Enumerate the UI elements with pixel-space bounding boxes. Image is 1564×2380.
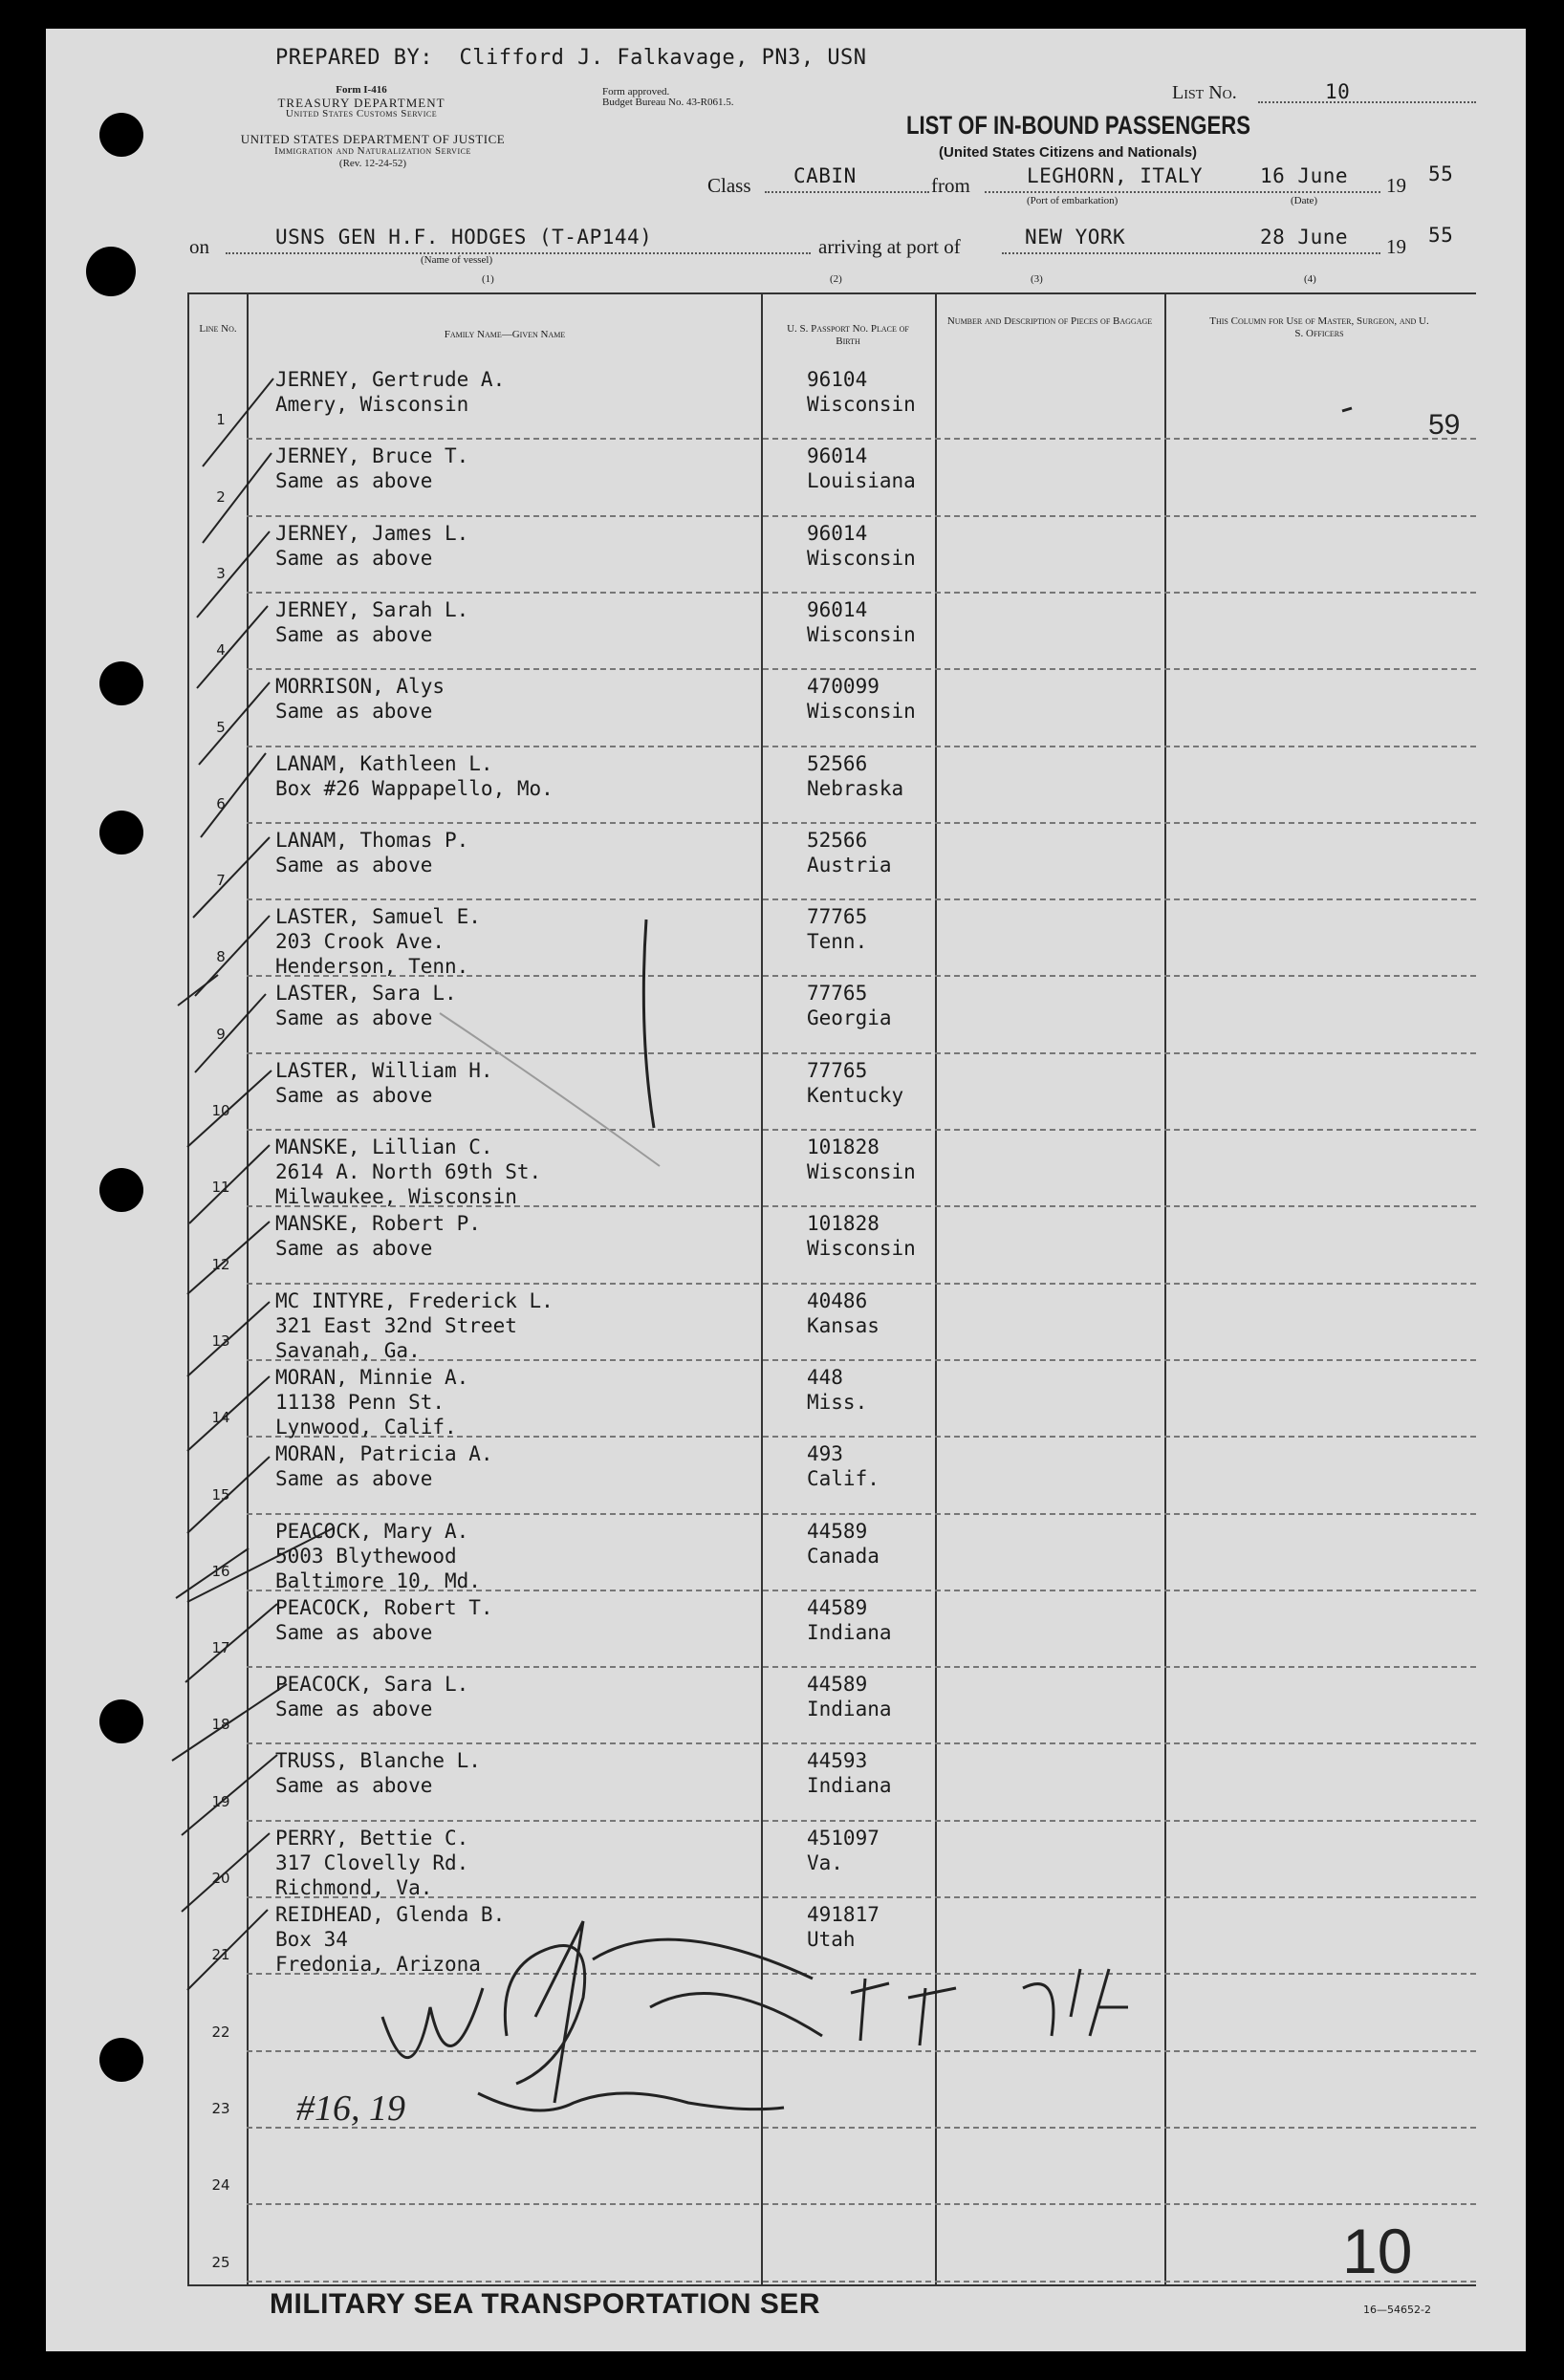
passenger-address: 317 Clovelly Rd. <box>275 1850 469 1874</box>
class-label: Class <box>707 174 751 197</box>
caption-1: (1) <box>482 273 494 285</box>
passenger-address: 5003 Blythewood <box>275 1544 457 1568</box>
from-label: from <box>931 174 970 197</box>
page-title: LIST OF IN-BOUND PASSENGERS <box>906 111 1251 140</box>
passenger-address: Same as above <box>275 546 433 570</box>
passenger-name: LASTER, Samuel E. <box>275 905 481 929</box>
passenger-address: Fredonia, Arizona <box>275 1953 481 1976</box>
passenger-address: Box 34 <box>275 1928 348 1951</box>
line-number: 20 <box>211 1870 230 1887</box>
passenger-address: Same as above <box>275 469 433 493</box>
place-of-birth: Indiana <box>807 1698 892 1721</box>
passport-number: 96104 <box>807 368 868 391</box>
place-of-birth: Georgia <box>807 1006 892 1030</box>
line-number: 1 <box>216 411 226 429</box>
list-no-label: List No. <box>1172 82 1237 103</box>
passport-number: 52566 <box>807 828 868 852</box>
row-tick-marks <box>172 379 335 1990</box>
passenger-name: MORAN, Patricia A. <box>275 1442 493 1466</box>
col-header-name: Family Name—Given Name <box>444 329 566 340</box>
prepared-by-label: PREPARED BY: <box>275 46 433 70</box>
form-approved: Form approved. <box>602 86 670 97</box>
line-number: 7 <box>216 872 226 890</box>
passport-number: 77765 <box>807 905 868 929</box>
passport-number: 96014 <box>807 444 868 468</box>
form-number: Form I-416 <box>336 84 387 96</box>
line-number: 13 <box>211 1331 230 1350</box>
justice-department: UNITED STATES DEPARTMENT OF JUSTICE <box>240 132 506 146</box>
passport-number: 44593 <box>807 1749 868 1773</box>
passenger-name: TRUSS, Blanche L. <box>275 1749 481 1773</box>
place-of-birth: Wisconsin <box>807 393 916 416</box>
departure-date: 16 June <box>1260 164 1349 187</box>
place-of-birth: Wisconsin <box>807 546 916 570</box>
passenger-name: PERRY, Bettie C. <box>275 1826 469 1850</box>
passport-number: 96014 <box>807 521 868 545</box>
passenger-name: JERNEY, Sarah L. <box>275 597 469 621</box>
passenger-name: REIDHEAD, Glenda B. <box>275 1903 506 1926</box>
line-number: 25 <box>211 2253 230 2271</box>
passenger-address: Savanah, Ga. <box>275 1338 421 1362</box>
passenger-name: JERNEY, Gertrude A. <box>275 368 506 391</box>
passenger-name: LASTER, William H. <box>275 1058 493 1082</box>
arrival-year-prefix: 19 <box>1386 235 1406 258</box>
line-number: 24 <box>211 2176 230 2195</box>
line-number: 19 <box>211 1792 230 1810</box>
passport-number: 101828 <box>807 1212 880 1236</box>
passport-number: 44589 <box>807 1595 868 1619</box>
line-number: 6 <box>216 794 226 812</box>
line-number: 12 <box>211 1255 230 1273</box>
passenger-name: MORRISON, Alys <box>275 675 445 699</box>
passenger-address: Same as above <box>275 700 433 724</box>
bracket-line <box>643 920 654 1128</box>
passport-number: 77765 <box>807 982 868 1006</box>
passenger-address: Same as above <box>275 853 433 876</box>
place-of-birth: Calif. <box>807 1467 880 1491</box>
passenger-address: Henderson, Tenn. <box>275 955 469 979</box>
passenger-address: Same as above <box>275 1698 433 1721</box>
passport-number: 44589 <box>807 1673 868 1697</box>
place-of-birth: Wisconsin <box>807 622 916 646</box>
line-number: 17 <box>211 1639 230 1657</box>
col-header-officers: This Column for Use of Master, Surgeon, and U. S. Officers <box>1209 315 1429 339</box>
place-of-birth: Louisiana <box>807 469 916 493</box>
passport-number: 470099 <box>807 675 880 699</box>
passenger-address: Same as above <box>275 1774 433 1798</box>
prepared-by-value: Clifford J. Falkavage, PN3, USN <box>459 46 867 70</box>
passenger-address: Amery, Wisconsin <box>275 393 469 416</box>
official-stamp <box>440 1013 660 1166</box>
passenger-address: 2614 A. North 69th St. <box>275 1160 542 1183</box>
passenger-name: PEACOCK, Sara L. <box>275 1673 469 1697</box>
signature <box>382 1921 1128 2103</box>
port-embarkation-caption: (Port of embarkation) <box>1027 195 1119 206</box>
place-of-birth: Wisconsin <box>807 1160 916 1183</box>
place-of-birth: Nebraska <box>807 776 904 800</box>
place-of-birth: Indiana <box>807 1620 892 1644</box>
place-of-birth: Kentucky <box>807 1083 904 1107</box>
passport-number: 44589 <box>807 1519 868 1543</box>
place-of-birth: Utah <box>807 1928 856 1951</box>
passenger-address: Lynwood, Calif. <box>275 1415 457 1439</box>
passenger-address: Same as above <box>275 1620 433 1644</box>
on-label: on <box>189 235 209 258</box>
treasury-department: TREASURY DEPARTMENT <box>277 96 445 110</box>
officer-count: 59 <box>1428 409 1461 441</box>
passport-number: 40486 <box>807 1288 868 1312</box>
place-of-birth: Wisconsin <box>807 1237 916 1261</box>
line-number: 14 <box>211 1409 230 1427</box>
passenger-name: LANAM, Kathleen L. <box>275 751 493 775</box>
passenger-address: Same as above <box>275 1467 433 1491</box>
passport-number: 448 <box>807 1365 843 1389</box>
form-revision: (Rev. 12-24-52) <box>338 158 407 169</box>
footer-agency: MILITARY SEA TRANSPORTATION SER <box>270 2288 821 2320</box>
passport-number: 77765 <box>807 1058 868 1082</box>
place-of-birth: Wisconsin <box>807 700 916 724</box>
list-no-value: 10 <box>1325 80 1351 103</box>
line-number: 3 <box>216 564 226 582</box>
passenger-name: LASTER, Sara L. <box>275 982 457 1006</box>
col-header-baggage: Number and Description of Pieces of Baggage <box>946 315 1153 327</box>
year-prefix: 19 <box>1386 174 1406 197</box>
line-number: 4 <box>216 641 226 660</box>
vessel-name: USNS GEN H.F. HODGES (T-AP144) <box>275 226 653 249</box>
passenger-address: Same as above <box>275 622 433 646</box>
arrival-port: NEW YORK <box>1025 226 1126 249</box>
arriving-label: arriving at port of <box>818 235 961 258</box>
line-number: 22 <box>211 2023 230 2041</box>
page-mark: 10 <box>1342 2216 1413 2286</box>
customs-service: United States Customs Service <box>285 108 438 119</box>
caption-2: (2) <box>830 273 842 285</box>
passenger-name: PEACOCK, Robert T. <box>275 1595 493 1619</box>
col-header-line-no: Line No. <box>199 323 237 335</box>
vessel-caption: (Name of vessel) <box>421 254 493 266</box>
officer-check <box>1342 408 1352 411</box>
place-of-birth: Indiana <box>807 1774 892 1798</box>
date-caption: (Date) <box>1291 195 1318 206</box>
passenger-name: JERNEY, Bruce T. <box>275 444 469 468</box>
line-number: 21 <box>211 1946 230 1964</box>
line-number: 8 <box>216 948 226 966</box>
place-of-birth: Kansas <box>807 1313 880 1337</box>
arrival-date: 28 June <box>1260 226 1349 249</box>
passenger-name: MANSKE, Robert P. <box>275 1212 481 1236</box>
passenger-address: Same as above <box>275 1083 433 1107</box>
passenger-address: 321 East 32nd Street <box>275 1313 517 1337</box>
line-number: 18 <box>211 1716 230 1734</box>
passport-number: 101828 <box>807 1136 880 1158</box>
passport-number: 491817 <box>807 1903 880 1926</box>
passenger-name: LANAM, Thomas P. <box>275 828 469 852</box>
line-number: 11 <box>211 1179 230 1197</box>
passenger-address: Baltimore 10, Md. <box>275 1569 481 1592</box>
line-number: 23 <box>211 2099 230 2117</box>
place-of-birth: Canada <box>807 1544 880 1568</box>
place-of-birth: Tenn. <box>807 930 868 954</box>
line-number: 9 <box>216 1025 226 1043</box>
footer-print-code: 16—54652-2 <box>1363 2304 1431 2316</box>
line-number: 10 <box>211 1102 230 1119</box>
place-of-birth: Va. <box>807 1850 843 1874</box>
passenger-name: MANSKE, Lillian C. <box>275 1136 493 1158</box>
page-subtitle: (United States Citizens and Nationals) <box>939 144 1198 161</box>
ins-service: Immigration and Naturalization Service <box>274 145 471 157</box>
place-of-birth: Miss. <box>807 1390 868 1414</box>
passenger-name: MC INTYRE, Frederick L. <box>275 1288 554 1312</box>
caption-4: (4) <box>1304 273 1316 285</box>
departure-year: 55 <box>1428 162 1454 185</box>
budget-bureau: Budget Bureau No. 43-R061.5. <box>602 97 734 108</box>
passenger-name: MORAN, Minnie A. <box>275 1365 469 1389</box>
passenger-address: 203 Crook Ave. <box>275 930 445 954</box>
class-value: CABIN <box>793 164 857 187</box>
passenger-address: Richmond, Va. <box>275 1875 433 1899</box>
arrival-year: 55 <box>1428 224 1454 247</box>
passenger-address: Same as above <box>275 1006 433 1030</box>
passenger-address: Milwaukee, Wisconsin <box>275 1185 517 1208</box>
caption-3: (3) <box>1031 273 1043 285</box>
passenger-name: PEACOCK, Mary A. <box>275 1519 469 1543</box>
passport-number: 451097 <box>807 1826 880 1850</box>
line-number: 2 <box>216 487 226 506</box>
col-header-passport: U. S. Passport No. Place of Birth <box>787 323 909 347</box>
passenger-address: 11138 Penn St. <box>275 1390 445 1414</box>
passenger-address: Box #26 Wappapello, Mo. <box>275 776 554 800</box>
port-of-embarkation: LEGHORN, ITALY <box>1027 164 1204 187</box>
initials-note: #16, 19 <box>296 2088 405 2129</box>
passenger-address: Same as above <box>275 1237 433 1261</box>
passport-number: 52566 <box>807 751 868 775</box>
place-of-birth: Austria <box>807 853 892 876</box>
line-number: 16 <box>211 1562 230 1580</box>
passenger-name: JERNEY, James L. <box>275 521 469 545</box>
passport-number: 493 <box>807 1442 843 1466</box>
initials-scrawl <box>478 2093 784 2110</box>
line-number: 5 <box>216 718 226 736</box>
line-number: 15 <box>211 1485 230 1504</box>
passport-number: 96014 <box>807 597 868 621</box>
